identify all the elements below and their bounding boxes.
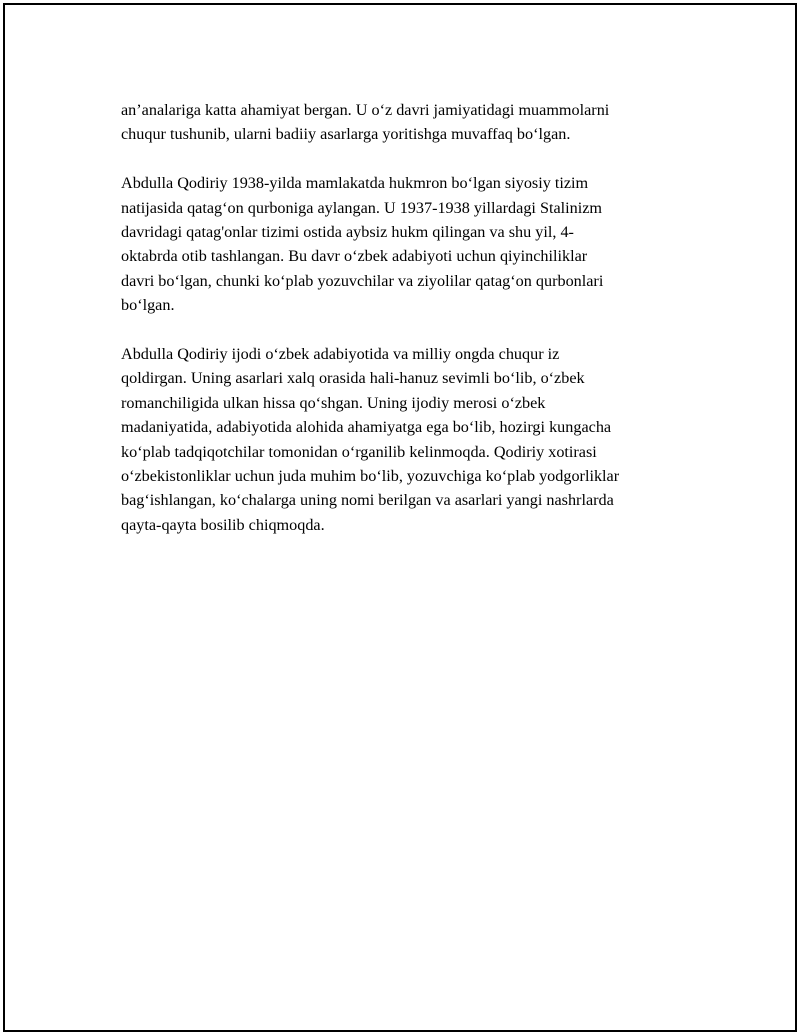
text-line: madaniyatida, adabiyotida alohida ahamiyatga ega bo‘lib, hozirgi kungacha (121, 418, 612, 437)
text-line: an’analariga katta ahamiyat bergan. U o‘z davri jamiyatidagi muammolarni (121, 101, 610, 119)
text-line: chuqur tushunib, ularni badiiy asarlarga yoritishga muvaffaq bo‘lgan. (121, 125, 571, 144)
text-line: Abdulla Qodiriy ijodi o‘zbek adabiyotida va milliy ongda chuqur iz (121, 345, 560, 364)
paragraph-1 (121, 98, 701, 147)
paragraph-3 (121, 342, 701, 537)
text-line: bo‘lgan. (121, 296, 175, 315)
page-frame (3, 3, 797, 1032)
text-line: qayta-qayta bosilib chiqmoqda. (121, 515, 325, 534)
text-line: oktabrda otib tashlangan. Bu davr o‘zbek adabiyoti uchun qiyinchiliklar (121, 247, 588, 266)
text-line: davridagi qatag'onlar tizimi ostida aybsiz hukm qilingan va shu yil, 4- (121, 223, 574, 242)
text-line: o‘zbekistonliklar uchun juda muhim bo‘lib, yozuvchiga ko‘plab yodgorliklar (121, 467, 620, 486)
text-line: Abdulla Qodiriy 1938-yilda mamlakatda hukmron bo‘lgan siyosiy tizim (121, 174, 589, 193)
text-line: bag‘ishlangan, ko‘chalarga uning nomi berilgan va asarlari yangi nashrlarda (121, 491, 614, 510)
text-line: ko‘plab tadqiqotchilar tomonidan o‘rganilib kelinmoqda. Qodiriy xotirasi (121, 442, 597, 461)
text-line: natijasida qatag‘on qurboniga aylangan. U 1937-1938 yillardagi Stalinizm (121, 198, 603, 217)
paragraph-2 (121, 171, 701, 317)
text-line: romanchiligida ulkan hissa qo‘shgan. Uning ijodiy merosi o‘zbek (121, 393, 546, 412)
text-line: davri bo‘lgan, chunki ko‘plab yozuvchilar va ziyolilar qatag‘on qurbonlari (121, 271, 604, 290)
document-body (121, 98, 701, 562)
text-line: qoldirgan. Uning asarlari xalq orasida hali-hanuz sevimli bo‘lib, o‘zbek (121, 369, 585, 388)
